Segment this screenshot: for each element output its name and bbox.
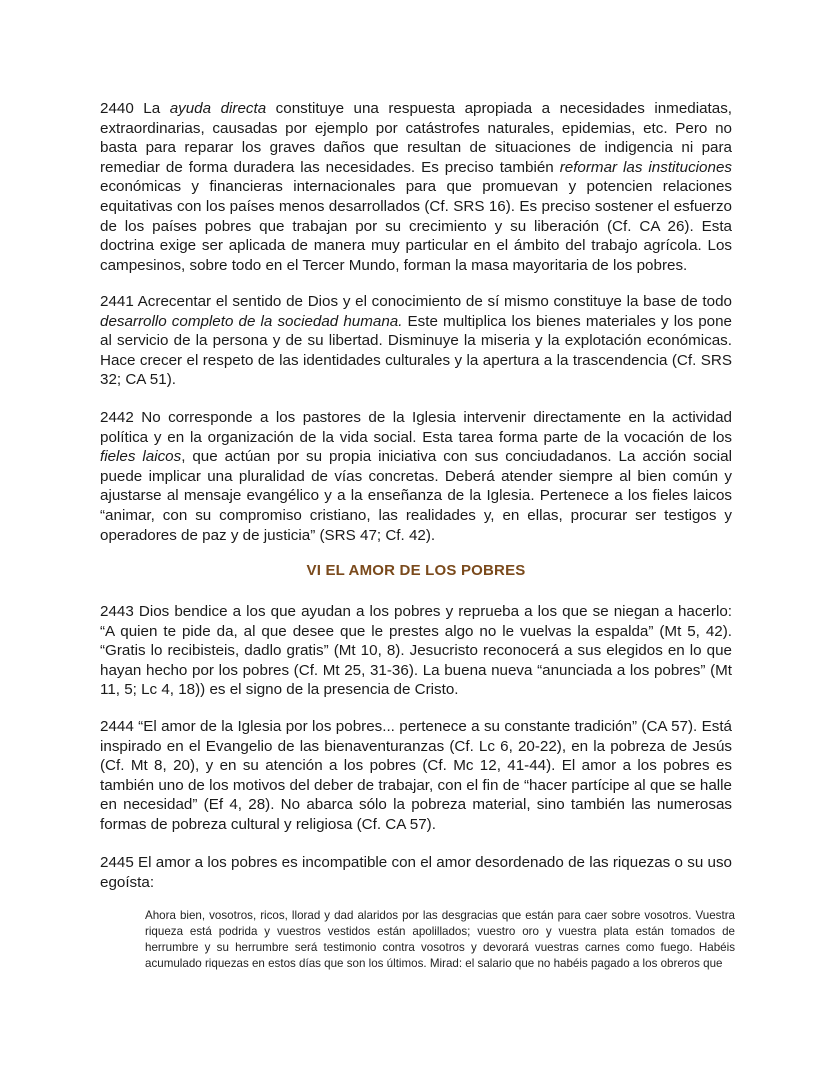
paragraph-2440-emphasis-1: ayuda directa bbox=[169, 100, 267, 117]
paragraph-2443: 2443 Dios bendice a los que ayudan a los pobres y reprueba a los que se niegan a hacerlo: “A quien te pide da, al que desee que le prestes algo no le vuelvas la espalda” (Mt 5, 42). “Gratis lo recibisteis, dadlo gratis” (Mt 10, 8). Jesucristo reconocerá a sus elegidos en lo que hayan hecho por los pobres (Cf. Mt 25, 31-36). La buena nueva “anunciada a los pobres” (Mt 11, 5; Lc 4, 18)) es el signo de la presencia de Cristo. bbox=[100, 603, 732, 699]
paragraph-2442-emphasis: fieles laicos bbox=[100, 448, 182, 466]
paragraph-2440 bbox=[100, 99, 732, 275]
paragraph-2441-text: 2441 Acrecentar el sentido de Dios y el conocimiento de sí mismo constituye la base de todo bbox=[100, 293, 732, 310]
paragraph-2441-emphasis: desarrollo completo de la sociedad humana. bbox=[100, 312, 403, 330]
paragraph-2440-text: 2440 La bbox=[100, 100, 170, 117]
section-heading: VI EL AMOR DE LOS POBRES bbox=[306, 562, 526, 579]
paragraph-2442 bbox=[100, 408, 732, 545]
paragraph-2440-text: económicas y financieras internacionales para que promuevan y potencien relaciones equitativas con los países menos desarrollados (Cf. SRS 16). Es preciso sostener el esfuerzo de los países pobres que trabajan por su crecimiento y su liberación (Cf. CA 26). Esta doctrina exige ser aplicada de manera muy particular en el ámbito del trabajo agrícola. Los campesinos, sobre todo en el Tercer Mundo, forman la masa mayoritaria de los pobres. bbox=[100, 178, 732, 274]
paragraph-2440-emphasis-2: reformar las instituciones bbox=[559, 158, 732, 176]
block-quote: Ahora bien, vosotros, ricos, llorad y dad alaridos por las desgracias que están para caer sobre vosotros. Vuestra riqueza está podrida y vuestros vestidos están apolillados; vuestro oro y vuestra plata están tomados de herrumbre y su herrumbre será testimonio contra vosotros y devorará vuestras carnes como fuego. Habéis acumulado riquezas en estos días que son los últimos. Mirad: el salario que no habéis pagado a los obreros que bbox=[145, 909, 735, 971]
paragraph-2440-text: constituye una respuesta apropiada a necesidades inmediatas, extraordinarias, causadas por ejemplo por catástrofes naturales, epidemias, etc. Pero no basta para reparar los graves daños que resultan de situaciones de indigencia ni para remediar de forma duradera las necesidades. Es preciso también bbox=[100, 100, 733, 176]
paragraph-2445: 2445 El amor a los pobres es incompatible con el amor desordenado de las riquezas o su uso egoísta: bbox=[100, 854, 732, 891]
paragraph-2441 bbox=[100, 292, 732, 390]
paragraph-2444: 2444 “El amor de la Iglesia por los pobres... pertenece a su constante tradición” (CA 57). Está inspirado en el Evangelio de las bienaventuranzas (Cf. Lc 6, 20-22), en la pobreza de Jesús (Cf. Mt 8, 20), y en su atención a los pobres (Cf. Mc 12, 41-44). El amor a los pobres es también uno de los motivos del deber de trabajar, con el fin de “hacer partícipe al que se halle en necesidad” (Ef 4, 28). No abarca sólo la pobreza material, sino también las numerosas formas de pobreza cultural y religiosa (Cf. CA 57). bbox=[100, 718, 732, 833]
paragraph-2442-text: , que actúan por su propia iniciativa con sus conciudadanos. La acción social puede implicar una pluralidad de vías concretas. Deberá atender siempre al bien común y ajustarse al mensaje evangélico y a la enseñanza de la Iglesia. Pertenece a los fieles laicos “animar, con su compromiso cristiano, las realidades y, en ellas, procurar ser testigos y operadores de paz y de justicia” (SRS 47; Cf. 42). bbox=[100, 448, 732, 544]
paragraph-2442-text: 2442 No corresponde a los pastores de la Iglesia intervenir directamente en la actividad política y en la organización de la vida social. Esta tarea forma parte de la vocación de los bbox=[100, 409, 732, 446]
paragraph-2441-text: Este multiplica los bienes materiales y los pone al servicio de la persona y de su libertad. Disminuye la miseria y la explotación económicas. Hace crecer el respeto de las identidades culturales y la apertura a la trascendencia (Cf. SRS 32; CA 51). bbox=[100, 312, 732, 389]
